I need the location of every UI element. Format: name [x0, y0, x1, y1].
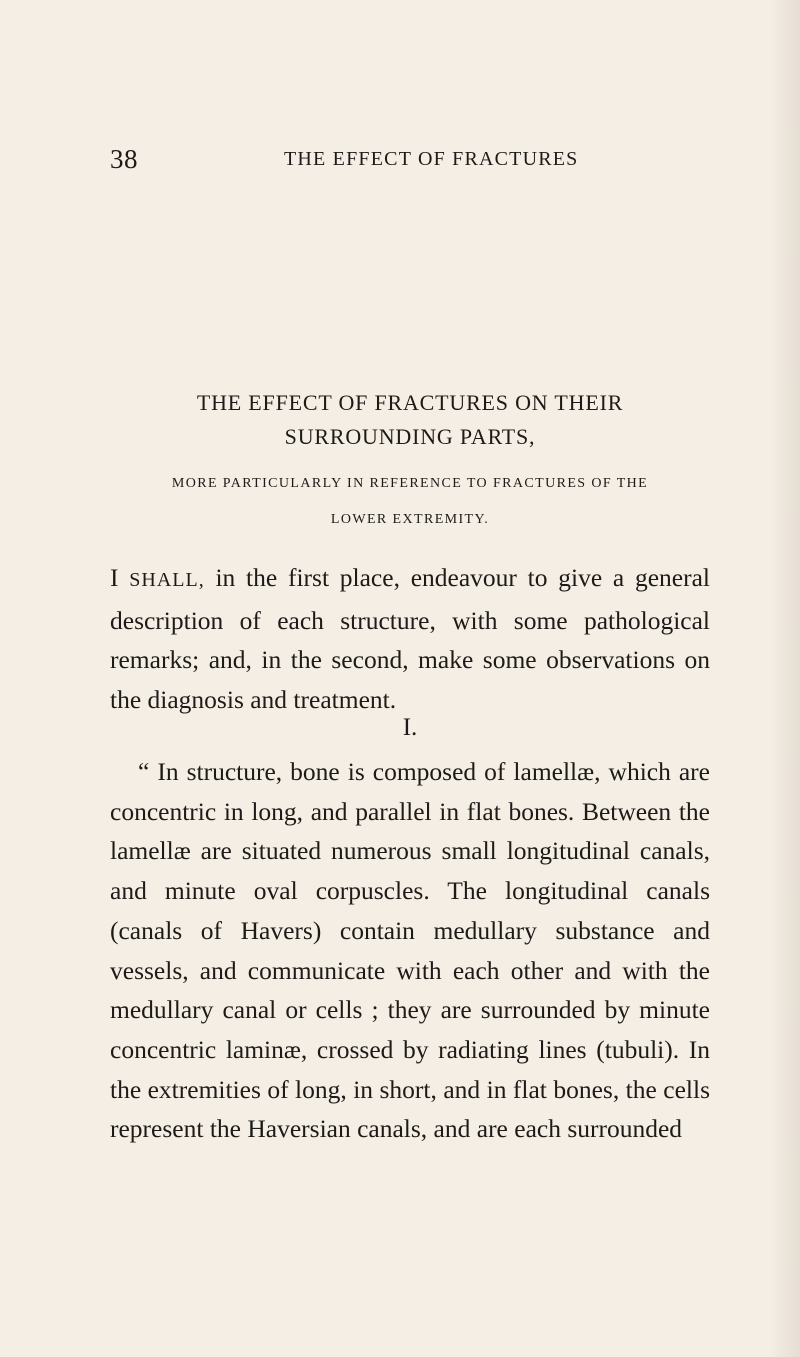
paragraph-intro-lead-capital: I: [110, 563, 130, 592]
running-head: [110, 144, 710, 178]
paragraph-bone-structure: “ In structure, bone is composed of lamellæ, which are concentric in long, and parallel in flat bones. Between the lamellæ are situated numerous small longitudinal canals, and minute oval corpuscles. The longitudinal canals (canals of Havers) contain medullary substance and vessels, and communicate with each other and with the medullary canal or cells ; they are surrounded by minute concentric laminæ, crossed by radiating lines (tubuli). In the extremities of long, in short, and in flat bones, the cells represent the Haversian canals, and are each surrounded: [110, 757, 710, 1144]
paragraph-intro-text: in the first place, endeavour to give a general description of each structure, with some pathological remarks; and, in the second, make some observations on the diagnosis and treatment.: [110, 563, 710, 715]
chapter-title-line-1: THE EFFECT OF FRACTURES ON THEIR: [196, 390, 624, 415]
chapter-title-line-2: SURROUNDING PARTS,: [284, 424, 536, 449]
chapter-subtitle: [100, 466, 720, 538]
chapter-subtitle-line-2: LOWER EXTREMITY.: [330, 512, 490, 527]
section-number: I.: [402, 714, 418, 741]
running-title: THE EFFECT OF FRACTURES: [284, 148, 579, 170]
paragraph-intro-lead-smallcaps: SHALL,: [129, 569, 205, 591]
paragraph-intro: [110, 558, 710, 720]
page-number: 38: [110, 144, 138, 174]
chapter-title: [100, 386, 720, 454]
chapter-subtitle-line-1: MORE PARTICULARLY IN REFERENCE TO FRACTURES OF THE: [171, 476, 649, 491]
